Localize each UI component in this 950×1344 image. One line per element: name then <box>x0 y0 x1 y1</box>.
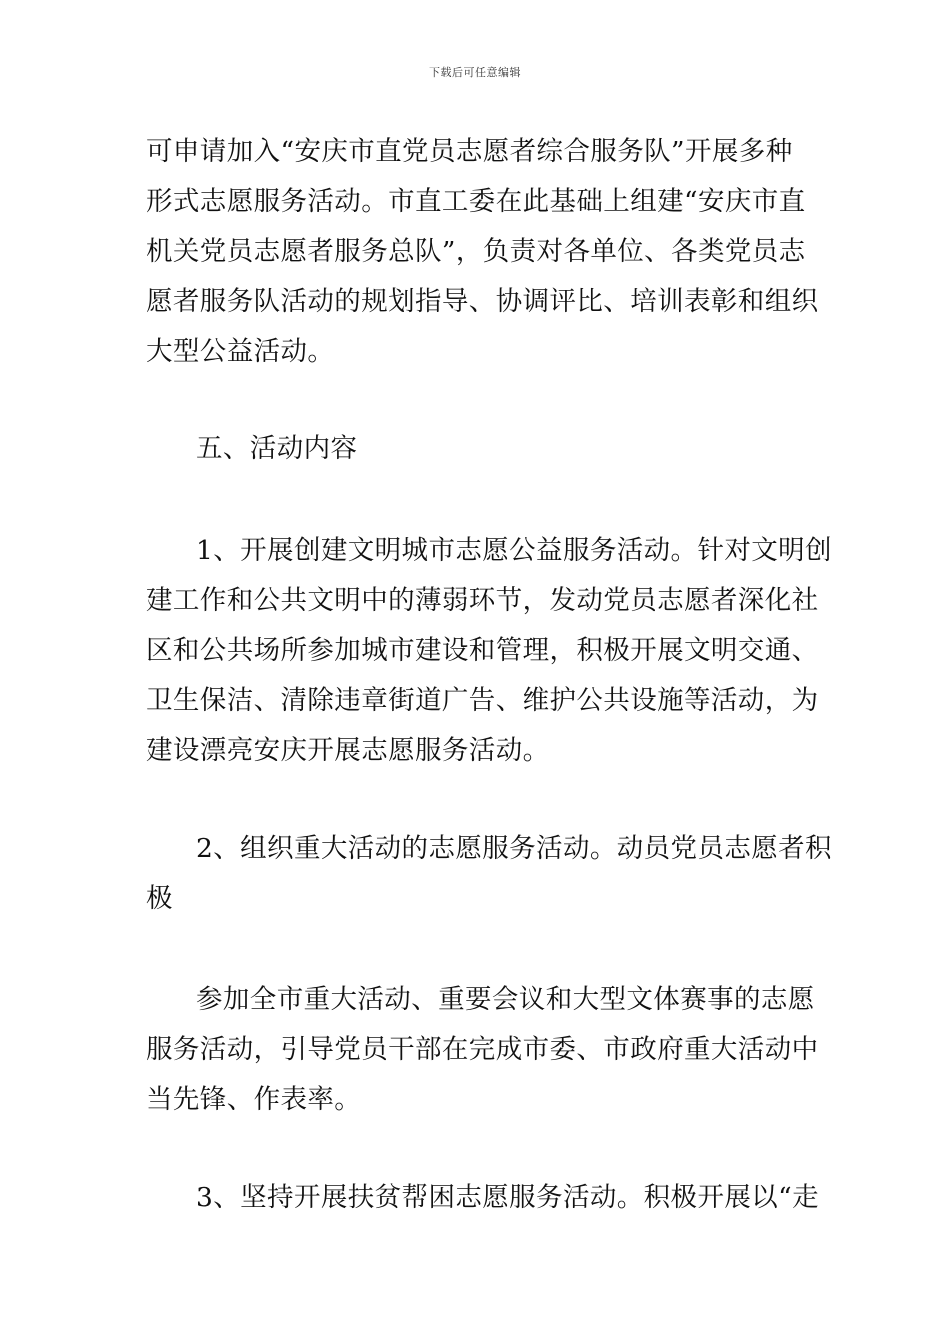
section-heading: 五、活动内容 <box>196 433 358 464</box>
text-line: 卫生保洁、清除违章街道广告、维护公共设施等活动，为 <box>146 685 819 716</box>
text-line: 极 <box>146 883 173 914</box>
paragraph-first-line: 1、开展创建文明城市志愿公益服务活动。针对文明创 <box>196 535 832 566</box>
paragraph-first-line: 参加全市重大活动、重要会议和大型文体赛事的志愿 <box>196 984 815 1015</box>
text-line: 建设漂亮安庆开展志愿服务活动。 <box>146 735 550 766</box>
text-line: 大型公益活动。 <box>146 336 335 367</box>
text-line: 形式志愿服务活动。市直工委在此基础上组建“安庆市直 <box>146 186 806 217</box>
text-line: 建工作和公共文明中的薄弱环节，发动党员志愿者深化社 <box>146 585 819 616</box>
text-line: 当先锋、作表率。 <box>146 1084 362 1115</box>
text-line: 愿者服务队活动的规划指导、协调评比、培训表彰和组织 <box>146 286 819 317</box>
text-line: 机关党员志愿者服务总队”，负责对各单位、各类党员志 <box>146 236 806 267</box>
paragraph-first-line: 2、组织重大活动的志愿服务活动。动员党员志愿者积 <box>196 833 832 864</box>
paragraph-first-line: 3、坚持开展扶贫帮困志愿服务活动。积极开展以“走 <box>196 1182 820 1213</box>
text-line: 区和公共场所参加城市建设和管理，积极开展文明交通、 <box>146 635 819 666</box>
page-header-note: 下载后可任意编辑 <box>429 66 521 79</box>
text-line: 可申请加入“安庆市直党员志愿者综合服务队”开展多种 <box>146 136 793 167</box>
text-line: 服务活动，引导党员干部在完成市委、市政府重大活动中 <box>146 1034 819 1065</box>
